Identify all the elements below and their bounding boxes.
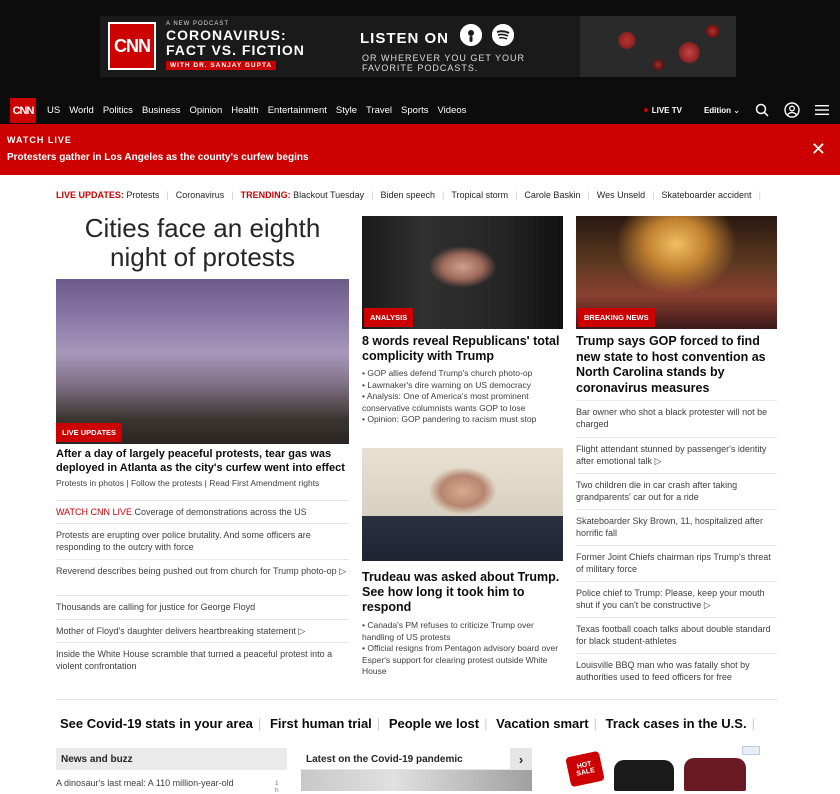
bullet-text: GOP allies defend Trump's church photo-op — [367, 368, 533, 378]
timestamp: 1 h — [275, 780, 279, 794]
trend-tropical-storm[interactable]: Tropical storm — [451, 190, 509, 200]
link-covid-stats[interactable]: See Covid-19 stats in your area — [60, 716, 253, 731]
lead-story-link[interactable]: After a day of largely peaceful protests, tear gas was deployed in Atlanta as the city's curfew went into effect — [56, 448, 345, 474]
link-people-we-lost[interactable]: People we lost — [388, 716, 480, 731]
story-trudeau[interactable]: Trudeau was asked about Trump. See how long it took him to respond — [362, 570, 560, 614]
story-complicity[interactable]: 8 words reveal Republicans' total complicity with Trump — [362, 334, 560, 363]
bullet-link[interactable]: • Opinion: GOP pandering to racism must stop — [362, 414, 537, 424]
bullets-trudeau — [362, 620, 563, 678]
ad-listen-on: LISTEN ON — [360, 30, 450, 47]
bullet-link[interactable]: • GOP allies defend Trump's church photo-op — [362, 368, 533, 378]
lead-headline[interactable]: Cities face an eighth night of protests — [84, 213, 321, 272]
list-item-text: Police chief to Trump: Please, keep your mouth shut if you can't be constructive — [576, 588, 765, 610]
trudeau-image[interactable] — [362, 448, 563, 561]
protest-image[interactable] — [56, 279, 349, 444]
nav-link-us[interactable]: US — [47, 105, 61, 116]
trend-wes-unseld[interactable]: Wes Unseld — [596, 190, 646, 200]
hot-sale-badge: HOT SALE — [565, 751, 604, 787]
trend-blackout-tuesday[interactable]: Blackout Tuesday — [293, 190, 365, 200]
analysis-badge: ANALYSIS — [364, 308, 413, 327]
play-icon: ▷ — [298, 626, 306, 636]
list-item-text: Mother of Floyd's daughter delivers heartbreaking statement — [56, 626, 296, 636]
ad-cnn-logo: CNN — [108, 22, 156, 70]
top-nav — [0, 97, 840, 124]
mask-ad[interactable] — [562, 746, 762, 791]
list-item[interactable]: Protests are erupting over police brutality. And some officers are responding to the outcry with force — [56, 523, 349, 553]
list-item[interactable]: Skateboarder Sky Brown, 11, hospitalized after horrific fall — [576, 509, 777, 539]
apple-podcasts-icon — [460, 24, 482, 46]
chevron-right-icon[interactable]: › — [510, 748, 532, 770]
edition-label: Edition — [703, 105, 732, 115]
virus-image — [580, 16, 736, 77]
live-tv-link[interactable]: LIVE TV — [651, 105, 682, 115]
trend-biden-speech[interactable]: Biden speech — [380, 190, 436, 200]
spotify-icon — [492, 24, 514, 46]
account-icon[interactable] — [784, 102, 800, 118]
trend-protests[interactable]: Protests — [126, 190, 160, 200]
nav-link-travel[interactable]: Travel — [366, 105, 393, 116]
list-item[interactable] — [56, 778, 279, 794]
ad-kicker: A NEW PODCAST — [166, 21, 230, 27]
nav-link-health[interactable]: Health — [231, 105, 259, 116]
covid-pandemic-title: Latest on the Covid-19 pandemic — [306, 754, 463, 765]
convention-image[interactable] — [576, 216, 777, 329]
lead-sublinks[interactable]: Protests in photos | Follow the protests | Read First Amendment rights — [56, 478, 320, 488]
black-mask-image — [614, 760, 674, 791]
list-item[interactable]: Former Joint Chiefs chairman rips Trump's threat of military force — [576, 545, 777, 575]
chevron-down-icon: ⌄ — [733, 105, 740, 115]
list-item-text: A dinosaur's last meal: A 110 million-year-old — [56, 778, 234, 788]
nav-link-politics[interactable]: Politics — [102, 105, 133, 116]
news-and-buzz-header: News and buzz — [56, 748, 287, 770]
watch-live-banner[interactable] — [0, 124, 840, 175]
list-item[interactable] — [56, 619, 349, 638]
nav-link-videos[interactable]: Videos — [437, 105, 467, 116]
nav-right — [644, 102, 830, 118]
covid-image[interactable] — [301, 770, 532, 791]
nav-link-business[interactable]: Business — [141, 105, 181, 116]
trend-skateboarder-accident[interactable]: Skateboarder accident — [661, 190, 752, 200]
ad-title: CORONAVIRUS: FACT VS. FICTION — [166, 27, 305, 58]
trending-label: TRENDING: — [240, 190, 291, 200]
watch-live-headline[interactable]: Protesters gather in Los Angeles as the county's curfew begins — [7, 152, 309, 163]
menu-icon[interactable] — [814, 102, 830, 118]
nav-link-style[interactable]: Style — [335, 105, 357, 116]
link-track-cases[interactable]: Track cases in the U.S. — [605, 716, 747, 731]
red-mask-image — [684, 758, 746, 791]
search-icon[interactable] — [754, 102, 770, 118]
ad-banner-area — [0, 0, 840, 97]
nav-link-opinion[interactable]: Opinion — [189, 105, 223, 116]
podcast-ad[interactable] — [100, 16, 736, 77]
bullet-link[interactable]: • Analysis: One of America's most prominent conservative columnists wants GOP to lose — [362, 391, 529, 413]
watch-cnn-live-label: WATCH CNN LIVE — [56, 507, 133, 517]
list-item[interactable] — [56, 500, 349, 519]
bullet-link[interactable]: • Lawmaker's dire warning on US democracy — [362, 379, 532, 390]
link-first-human-trial[interactable]: First human trial — [269, 716, 372, 731]
play-icon: ▷ — [339, 566, 347, 576]
covid-pandemic-header[interactable] — [301, 748, 532, 770]
list-item-text: Coverage of demonstrations across the US — [132, 507, 307, 517]
nav-link-sports[interactable]: Sports — [401, 105, 429, 116]
bullet-text: Lawmaker's dire warning on US democracy — [367, 379, 532, 390]
divider — [56, 699, 778, 700]
story-convention[interactable]: Trump says GOP forced to find new state to host convention as North Carolina stands by coronavirus measures — [576, 334, 766, 395]
list-item[interactable]: Louisville BBQ man who was fatally shot by authorities used to feed officers for free — [576, 653, 777, 683]
cnn-logo[interactable]: CNN — [10, 98, 36, 123]
bullet-text: Official resigns from Pentagon advisory board over Esper's support for clearing protest outside White House — [362, 643, 559, 676]
live-updates-badge: LIVE UPDATES — [56, 423, 122, 442]
list-item[interactable]: Thousands are calling for justice for George Floyd — [56, 595, 349, 614]
mcconnell-image[interactable] — [362, 216, 563, 329]
bullet-text: Canada's PM refuses to criticize Trump over handling of US protests — [362, 620, 534, 642]
nav-link-world[interactable]: World — [69, 105, 94, 116]
list-item[interactable]: Two children die in car crash after taking grandparents' car out for a ride — [576, 473, 777, 503]
trending-bar: LIVE UPDATES: Protests | Coronavirus | TRENDING: Blackout Tuesday | Biden speech | Tropical storm | Carole Baskin | Wes Unseld | Skateboarder accident | — [56, 190, 761, 200]
list-item[interactable]: Bar owner who shot a black protester will not be charged — [576, 400, 777, 430]
bullet-link[interactable]: • Official resigns from Pentagon advisory board over Esper's support for clearing protest outside White House — [362, 643, 559, 676]
list-item-text: Reverend describes being pushed out from church for Trump photo-op — [56, 566, 337, 576]
close-icon[interactable]: ✕ — [810, 139, 826, 159]
list-item[interactable]: Texas football coach talks about double standard for black student-athletes — [576, 617, 777, 647]
list-item[interactable] — [56, 559, 349, 578]
edition-select[interactable] — [704, 106, 740, 115]
bullets-complicity — [362, 368, 563, 426]
bullet-text: Opinion: GOP pandering to racism must stop — [367, 414, 537, 424]
ad-subtext: OR WHEREVER YOU GET YOUR FAVORITE PODCASTS. — [362, 53, 526, 73]
ad-host: WITH DR. SANJAY GUPTA — [166, 61, 276, 70]
live-updates-label: LIVE UPDATES: — [56, 190, 124, 200]
nav-link-entertainment[interactable]: Entertainment — [267, 105, 327, 116]
list-item-text: Flight attendant stunned by passenger's identity after emotional talk — [576, 444, 767, 466]
nav-links — [47, 105, 475, 116]
play-icon: ▷ — [654, 455, 662, 466]
breaking-news-badge: BREAKING NEWS — [578, 308, 655, 327]
list-item[interactable] — [576, 437, 777, 467]
bullet-link[interactable]: • Canada's PM refuses to criticize Trump over handling of US protests — [362, 620, 534, 642]
adchoices-icon[interactable] — [742, 746, 760, 755]
list-item[interactable]: Inside the White House scramble that turned a peaceful protest into a violent confrontation — [56, 642, 349, 672]
watch-live-label: WATCH LIVE — [7, 135, 72, 145]
bullet-text: Analysis: One of America's most prominent conservative columnists wants GOP to lose — [362, 391, 529, 413]
live-dot-icon — [644, 108, 648, 112]
covid-links-bar: See Covid-19 stats in your area | First human trial | People we lost | Vacation smart | Track cases in the U.S. | — [60, 716, 755, 731]
link-vacation-smart[interactable]: Vacation smart — [496, 716, 589, 731]
trend-coronavirus[interactable]: Coronavirus — [175, 190, 225, 200]
list-item[interactable] — [576, 581, 777, 611]
trend-carole-baskin[interactable]: Carole Baskin — [524, 190, 581, 200]
play-icon: ▷ — [703, 599, 711, 610]
